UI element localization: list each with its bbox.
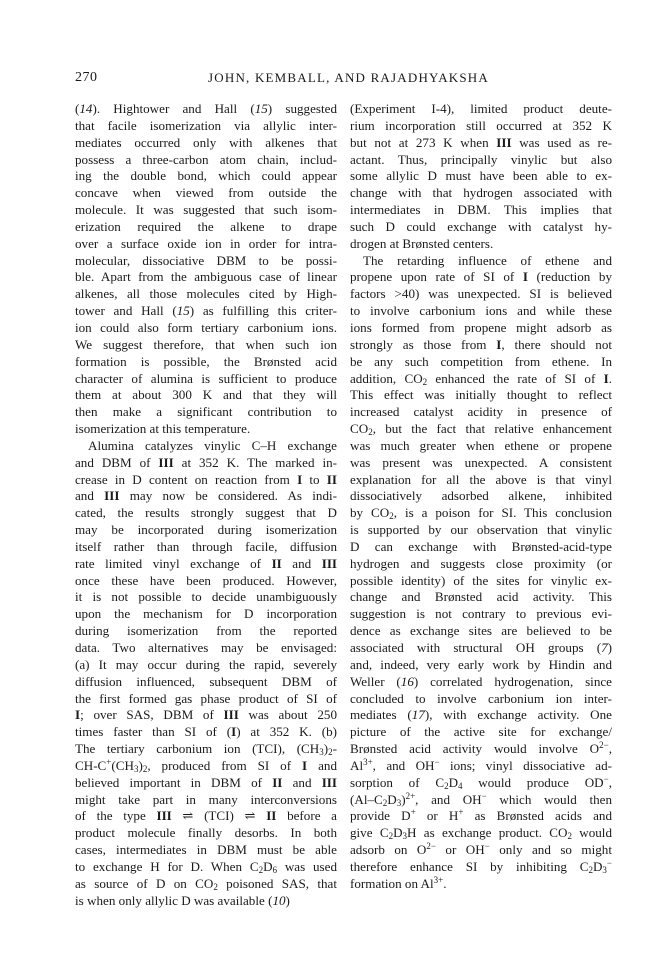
text-line: give $C_2D_3H$ as exchange product. $CO_2$ would [350,825,612,842]
text-line: and DBM of III at 352 K. The marked in- [75,454,337,470]
text-line: dence as exchange sites are believed to be [350,623,612,639]
text-line: explanation for all the above is that vinyl [350,471,612,487]
text-line: (Experiment I-4), limited product deute- [350,101,612,116]
text-line: ble. Apart from the ambiguous case of linear [75,269,337,285]
text-line: possess a three-carbon atom chain, includ- [75,151,337,167]
text-line: and, indeed, very early work by Hindin and [350,656,612,672]
text-line: alkenes, all those molecules cited by High- [75,286,337,302]
running-head: JOHN, KEMBALL, AND RAJADHYAKSHA [208,70,489,85]
text-line: Brønsted acid activity would involve $O^{2-}$, [350,741,612,757]
right-column [350,101,612,893]
text-line: once these have been produced. However, [75,572,337,588]
text-line: factors >40) was unexpected. SI is believed [350,286,612,302]
text-line: the first formed gas phase product of SI of [75,690,337,706]
text-line: actant. Thus, principally vinylic but also [350,151,612,167]
left-column [75,101,337,910]
text-line: it is not possible to decide unambiguously [75,589,337,605]
text-line: This effect was initially thought to reflect [350,387,612,403]
text-line: suggestion is not contrary to previous evi- [350,606,612,622]
text-line: cases, intermediates in DBM must be able [75,842,337,858]
text-line: adsorb on $O^{2-}$ or OH− only and so might [350,842,612,858]
text-line: to exchange H for D. When $C_2D_6$ was used [75,858,337,875]
text-line: D can exchange with Brønsted-acid-type [350,538,612,554]
text-line: by $CO_2$, is a poison for SI. This conclusion [350,505,612,522]
text-line: associated with structural OH groups (7) [350,640,612,655]
text-line: rium incorporation still occurred at 352 K [350,117,612,133]
text-line: but not at 273 K when III was used as re- [350,134,612,150]
text-line: change and Brønsted acid activity. This [350,589,612,605]
text-line: and III may now be considered. As indi- [75,488,337,504]
text-line: therefore enhance SI by inhibiting $C_2D_3^-$ [350,858,612,875]
text-line: Weller (16) correlated hydrogenation, since [350,673,612,689]
page-number: 270 [75,70,98,85]
text-line: over a surface oxide ion in order for intra- [75,235,337,251]
text-line: character of alumina is sufficient to produce [75,370,337,386]
text-line: isomerization at this temperature. [75,421,251,437]
text-line: $CO_2$, but the fact that relative enhancement [350,421,612,438]
text-line: tower and Hall (15) as fulfilling this criter- [75,303,337,319]
text-line: is supported by our observation that vinylic [350,522,612,538]
text-line: of the type III ⇌ (TCI) ⇌ II before a [75,808,337,824]
text-line: is when only allylic D was available (10) [75,892,290,908]
text-line: concluded to involve carbonium ion inter- [350,690,612,706]
text-line: upon the mechanism for D incorporation [75,606,337,622]
text-line: ion could also form tertiary carbonium ions. [75,319,337,335]
text-line: formation is possible, the Brønsted acid [75,353,337,369]
text-line: during isomerization from the reported [75,623,337,639]
text-line: mediates occurred only with alkenes that [75,134,337,150]
text-line: dissociatively adsorbed alkene, inhibited [350,488,612,504]
text-line: product molecule finally desorbs. In both [75,825,337,841]
text-line: was much greater when ethene or propene [350,437,612,453]
text-line: propene upon rate of SI of I (reduction by [350,269,612,285]
text-line: some allylic D must have been able to ex- [350,168,612,184]
text-line: ing the double bond, which could appear [75,168,337,184]
text-line: addition, $CO_2$ enhanced the rate of SI of I. [350,370,612,387]
text-line: change with that hydrogen associated with [350,185,612,201]
text-line: data. Two alternatives may be envisaged: [75,640,337,655]
text-line: The retarding influence of ethene and [363,252,612,268]
text-line: $CH-C^+(CH_3)_2$, produced from SI of I and [75,757,337,774]
text-line: believed important in DBM of II and III [75,774,337,790]
text-line: molecular, dissociative DBM to be possi- [75,252,337,268]
text-line: (14). Hightower and Hall (15) suggested [75,101,337,116]
text-line: $(Al-C_2D_3)^{2+}$, and OH− which would then [350,791,612,808]
text-line: such D could exchange with catalyst hy- [350,218,612,234]
text-line: be any such competition from ethene. In [350,353,612,369]
text-line: molecule. It was suggested that such isom- [75,202,337,218]
text-line: provide D+ or H+ as Brønsted acids and [350,808,612,824]
text-line: may be incorporated during isomerization [75,522,337,538]
text-line: possible identity) of the sites for vinylic ex- [350,572,612,588]
text-line: them at about 300 K and that they will [75,387,337,403]
text-line: We suggest therefore, that when such ion [75,336,337,352]
text-line: to involve carbonium ions and while these [350,303,612,319]
text-line: sorption of $C_2D_4$ would produce OD−, [350,774,612,791]
text-line: I; over SAS, DBM of III was about 250 [75,707,337,723]
text-line: The tertiary carbonium ion (TCI), $(CH_3)_2-$ [75,741,337,758]
text-line: intermediates in DBM. This implies that [350,202,612,218]
page-header [75,70,622,90]
text-line: increased catalyst acidity in presence of [350,404,612,420]
text-line: crease in D content on reaction from I to II [75,471,337,487]
text-line: Alumina catalyzes vinylic C–H exchange [88,437,337,453]
text-line: concave when viewed from outside the [75,185,337,201]
text-line: was present was unexpected. A consistent [350,454,612,470]
text-line: drogen at Brønsted centers. [350,235,494,251]
text-line: formation on $Al^{3+}$. [350,875,447,891]
text-line: $Al^{3+}$, and OH− ions; vinyl dissociative ad- [350,757,612,773]
text-line: picture of the active site for exchange/ [350,724,612,740]
text-line: cated, the results strongly suggest that D [75,505,337,521]
text-line: that facile isomerization via allylic inter- [75,117,337,133]
text-line: erization required the alkene to drape [75,218,337,234]
text-line: (a) It may occur during the rapid, severely [75,656,337,672]
text-line: hydrogen and suggests close proximity (or [350,555,612,571]
text-line: times faster than SI of (I) at 352 K. (b) [75,724,337,740]
text-line: mediates (17), with exchange activity. One [350,707,612,723]
text-line: rate limited vinyl exchange of II and III [75,555,337,571]
text-line: itself rather than through facile, diffusion [75,538,337,554]
text-line: diffusion influenced, subsequent DBM of [75,673,337,689]
text-line: might take part in many interconversions [75,791,337,807]
text-line: ions formed from propene might adsorb as [350,319,612,335]
text-line: as source of D on $CO_2$ poisoned SAS, that [75,875,337,892]
text-line: then make a significant contribution to [75,404,337,420]
text-line: strongly as those from I, there should not [350,336,612,352]
